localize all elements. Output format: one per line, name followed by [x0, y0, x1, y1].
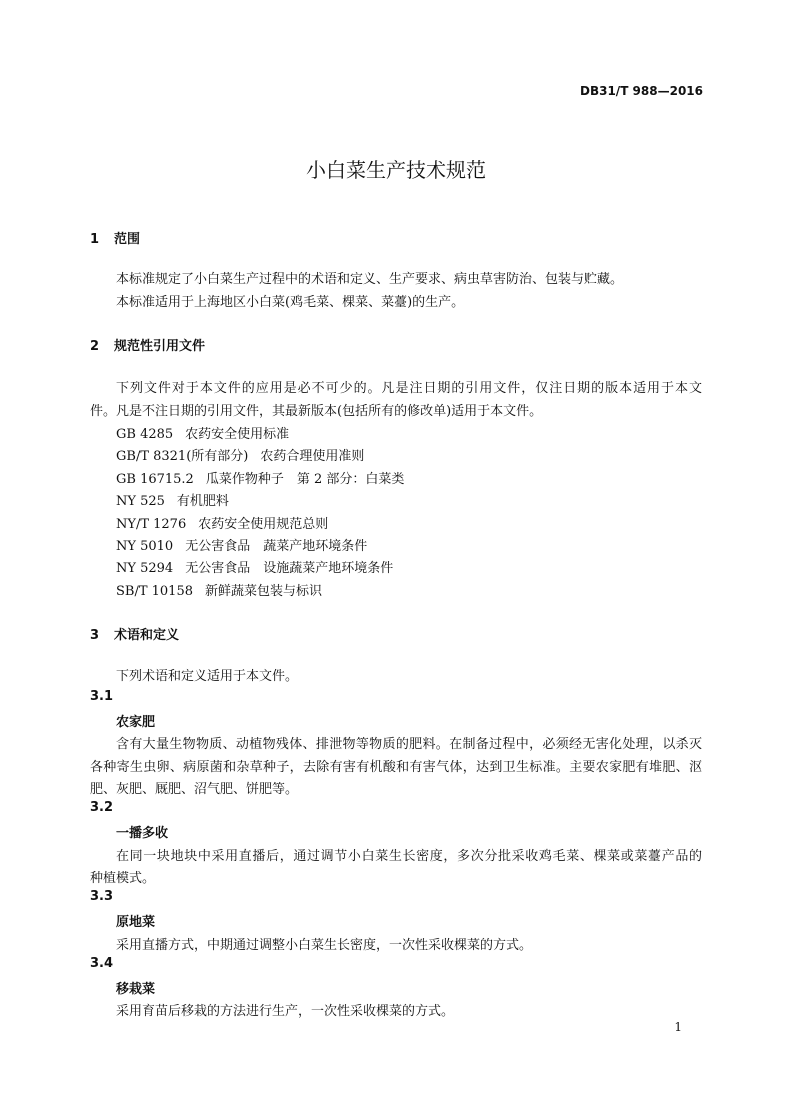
page-title: 小白菜生产技术规范 [306, 158, 486, 182]
reference-item [116, 513, 328, 532]
paragraph: 件。凡是不注日期的引用文件，其最新版本(包括所有的修改单)适用于本文件。 [90, 404, 543, 419]
reference-title: 新鲜蔬菜包装与标识 [205, 584, 323, 599]
reference-item [116, 557, 393, 576]
definition-line: 各种寄生虫卵、病原菌和杂草种子，去除有害有机酸和有害气体，达到卫生标准。主要农家肥有堆肥、沤 [90, 760, 702, 775]
document-number: DB31/T 988—2016 [580, 84, 703, 98]
reference-title: 农药合理使用准则 [260, 449, 365, 464]
paragraph: 下列术语和定义适用于本文件。 [116, 669, 299, 684]
section-heading-normative-references [90, 335, 205, 354]
subclause-number: 3.4 [90, 956, 114, 971]
section-number: 1 [90, 232, 100, 247]
section-heading-scope [90, 228, 140, 247]
reference-item [116, 490, 229, 509]
reference-item [116, 468, 404, 487]
reference-title: 农药安全使用规范总则 [198, 517, 329, 532]
term-title: 原地菜 [116, 915, 156, 930]
definition-line: 采用直播方式，中期通过调整小白菜生长密度，一次性采收棵菜的方式。 [116, 938, 533, 953]
reference-item [116, 423, 289, 442]
subclause-number: 3.1 [90, 689, 114, 704]
reference-code: NY/T 1276 [116, 517, 187, 532]
reference-code: GB/T 8321(所有部分) [116, 449, 249, 464]
reference-title: 无公害食品 蔬菜产地环境条件 [185, 539, 368, 554]
definition-line: 肥、灰肥、厩肥、沼气肥、饼肥等。 [90, 782, 299, 797]
reference-code: NY 525 [116, 494, 165, 509]
definition-line: 含有大量生物物质、动植物残体、排泄物等物质的肥料。在制备过程中，必须经无害化处理，以杀灭 [116, 737, 702, 752]
reference-title: 瓜菜作物种子 第 2 部分：白菜类 [205, 472, 405, 487]
page-number: 1 [674, 1020, 682, 1034]
reference-item [116, 535, 367, 554]
reference-code: NY 5294 [116, 561, 174, 576]
section-number: 3 [90, 628, 100, 643]
paragraph: 本标准适用于上海地区小白菜(鸡毛菜、棵菜、菜薹)的生产。 [116, 295, 465, 310]
subclause-number: 3.3 [90, 889, 114, 904]
reference-code: GB 16715.2 [116, 472, 194, 487]
term-title: 一播多收 [116, 826, 169, 841]
reference-code: NY 5010 [116, 539, 174, 554]
reference-title: 农药安全使用标准 [185, 427, 290, 442]
paragraph: 本标准规定了小白菜生产过程中的术语和定义、生产要求、病虫草害防治、包装与贮藏。 [116, 272, 624, 287]
section-title: 规范性引用文件 [114, 339, 206, 354]
reference-code: SB/T 10158 [116, 584, 193, 599]
reference-item [116, 580, 322, 599]
term-title: 移栽菜 [116, 982, 156, 997]
reference-title: 无公害食品 设施蔬菜产地环境条件 [185, 561, 394, 576]
paragraph: 下列文件对于本文件的应用是必不可少的。凡是注日期的引用文件，仅注日期的版本适用于本文 [116, 381, 702, 396]
section-heading-terms-definitions [90, 624, 179, 643]
reference-code: GB 4285 [116, 427, 174, 442]
definition-line: 在同一块地块中采用直播后，通过调节小白菜生长密度，多次分批采收鸡毛菜、棵菜或菜薹产品的 [116, 849, 702, 864]
reference-title: 有机肥料 [176, 494, 229, 509]
section-title: 范围 [114, 232, 141, 247]
section-title: 术语和定义 [114, 628, 180, 643]
section-number: 2 [90, 339, 100, 354]
definition-line: 采用育苗后移栽的方法进行生产，一次性采收棵菜的方式。 [116, 1004, 455, 1019]
subclause-number: 3.2 [90, 800, 114, 815]
definition-line: 种植模式。 [90, 871, 156, 886]
reference-item [116, 445, 364, 464]
term-title: 农家肥 [116, 715, 156, 730]
